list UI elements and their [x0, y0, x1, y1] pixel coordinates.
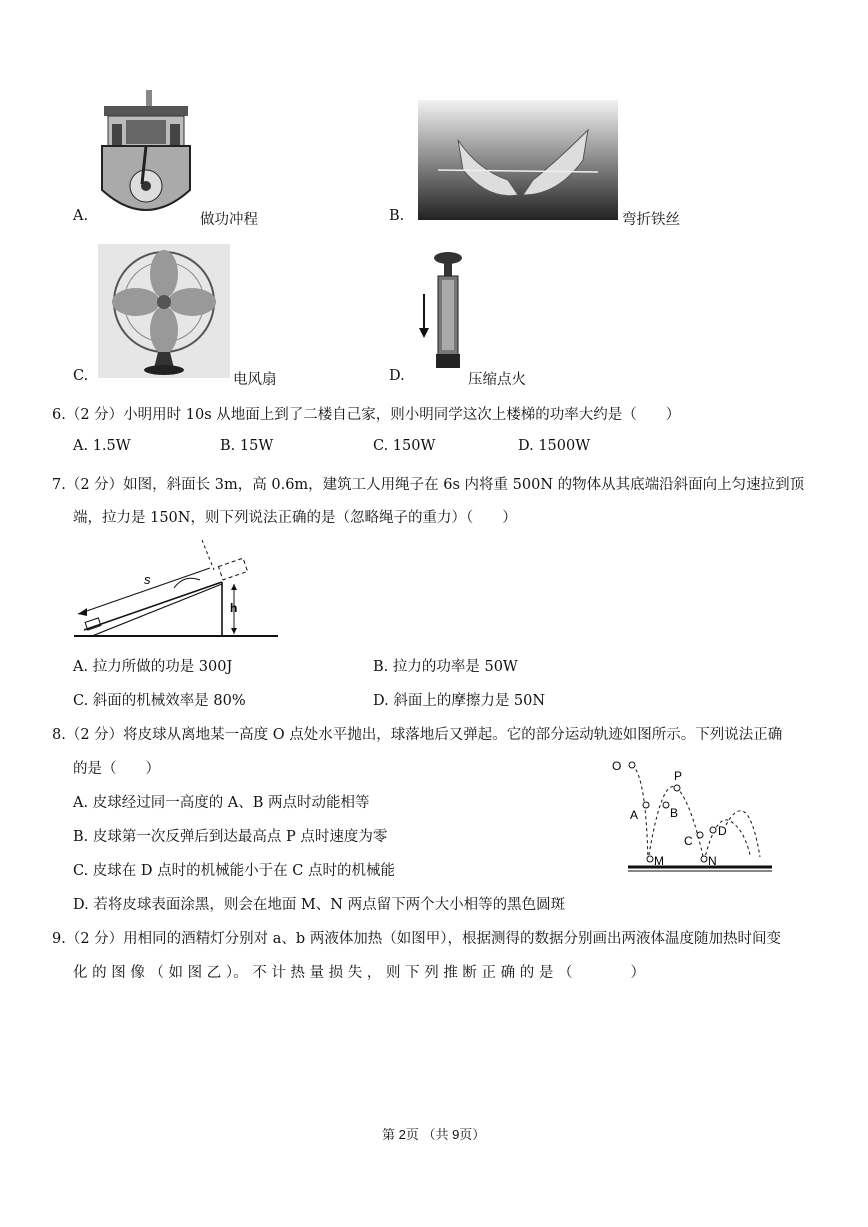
q7-option-a: A. 拉力所做的功是 300J — [73, 659, 233, 675]
incline-figure — [74, 540, 284, 648]
q6-option-d: D. 1500W — [518, 438, 591, 454]
question-6-stem: 6.（2 分）小明用时 10s 从地面上到了二楼自己家，则小明同学这次上楼梯的功率大约是（ ） — [52, 407, 681, 423]
q7-option-b: B. 拉力的功率是 50W — [373, 659, 518, 675]
q8-option-c: C. 皮球在 D 点时的机械能小于在 C 点时的机械能 — [73, 863, 395, 879]
q8-option-d: D. 若将皮球表面涂黑，则会在地面 M、N 两点留下两个大小相等的黑色圆斑 — [73, 897, 566, 913]
question-8-stem-line2: 的是（ ） — [73, 761, 160, 777]
question-9-stem-line1: 9.（2 分）用相同的酒精灯分别对 a、b 两液体加热（如图甲），根据测得的数据分别画出两液体温度随加热时间变 — [52, 931, 782, 947]
option-c-letter: C. — [73, 368, 89, 384]
question-7-stem-line1: 7.（2 分）如图，斜面长 3m，高 0.6m，建筑工人用绳子在 6s 内将重 500N 的物体从其底端沿斜面向上匀速拉到顶 — [52, 477, 805, 493]
option-d-caption: 压缩点火 — [468, 372, 526, 388]
bending-wire-photo — [418, 100, 618, 224]
q7-option-d: D. 斜面上的摩擦力是 50N — [373, 693, 546, 709]
engine-power-stroke-figure — [98, 90, 194, 224]
point-d: D — [718, 824, 727, 838]
question-8-stem-line1: 8.（2 分）将皮球从离地某一高度 O 点处水平抛出，球落地后又弹起。它的部分运动轨迹如图所示。下列说法正确 — [52, 727, 783, 743]
point-b: B — [670, 806, 679, 820]
q8-option-a: A. 皮球经过同一高度的 A、B 两点时动能相等 — [73, 795, 370, 811]
q6-option-b: B. 15W — [220, 438, 274, 454]
question-9-stem-line2: 化 的 图 像 （ 如 图 乙 ）。 不 计 热 量 损 失 ， 则 下 列 推 断 正 确 的 是 （ ） — [73, 965, 645, 981]
option-a-caption: 做功冲程 — [200, 212, 258, 228]
q6-option-c: C. 150W — [373, 438, 436, 454]
q8-option-b: B. 皮球第一次反弹后到达最高点 P 点时速度为零 — [73, 829, 388, 845]
ball-trajectory-figure — [608, 755, 778, 879]
point-c: C — [684, 834, 693, 848]
point-p: P — [674, 769, 683, 783]
point-a: A — [630, 808, 639, 822]
option-b-letter: B. — [389, 208, 405, 224]
option-b-caption: 弯折铁丝 — [622, 212, 680, 228]
point-n: N — [708, 854, 717, 868]
question-7-stem-line2: 端，拉力是 150N，则下列说法正确的是（忽略绳子的重力）（ ） — [73, 510, 517, 526]
incline-label-h: h — [230, 601, 238, 615]
incline-label-s: s — [144, 572, 151, 587]
electric-fan-figure — [98, 244, 230, 382]
point-o: O — [612, 759, 622, 773]
q6-option-a: A. 1.5W — [73, 438, 131, 454]
option-d-letter: D. — [389, 368, 405, 384]
point-m: M — [654, 854, 664, 868]
option-a-letter: A. — [73, 208, 89, 224]
compression-ignition-figure — [418, 250, 468, 388]
option-c-caption: 电风扇 — [233, 372, 277, 388]
q7-option-c: C. 斜面的机械效率是 80% — [73, 693, 246, 709]
page-footer: 第 2页 （共 9页） — [382, 1127, 486, 1142]
